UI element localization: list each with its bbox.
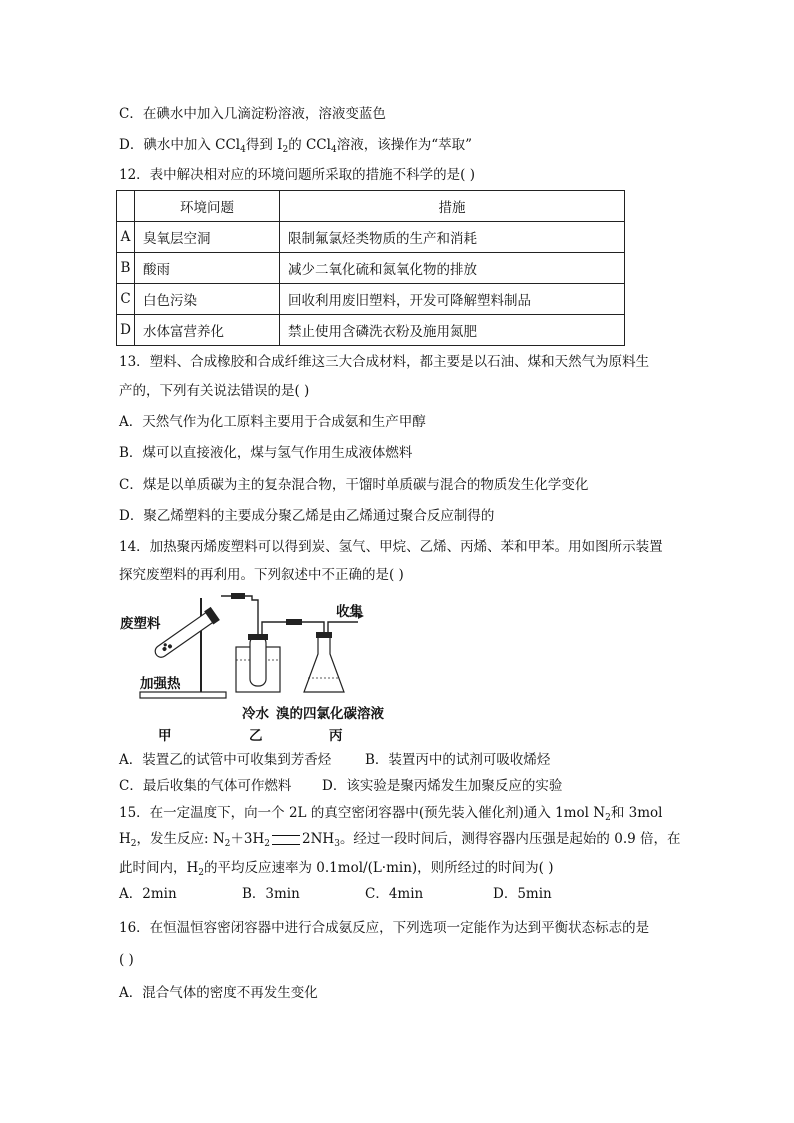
equilibrium-arrow [272, 835, 300, 845]
stand-base [140, 692, 226, 698]
label-waste-plastic: 废塑料 [120, 616, 161, 632]
label-cold-water: 冷水 [242, 706, 269, 722]
row-problem: 臭氧层空洞 [135, 222, 280, 253]
question-14-option-b: B．装置丙中的试剂可吸收烯烃 [365, 752, 551, 768]
question-15-option-c: C．4min [365, 886, 424, 902]
option-d-text-4: 溶液，该操作为“萃取” [336, 137, 473, 153]
table-row [117, 284, 625, 315]
label-bing: 丙 [329, 728, 343, 744]
table-row [117, 222, 625, 253]
heating-tube [152, 607, 220, 661]
subscript: 4 [240, 145, 246, 155]
option-d-text-2: 得到 I [245, 137, 283, 153]
question-14-options-cd [119, 776, 562, 796]
question-13-option-b: B．煤可以直接液化，煤与氢气作用生成液体燃料 [119, 445, 413, 461]
row-key: A [117, 222, 135, 253]
question-13-option-d: D．聚乙烯塑料的主要成分聚乙烯是由乙烯通过聚合反应制得的 [119, 508, 495, 524]
environment-table [116, 190, 625, 346]
question-13-option-a: A．天然气作为化工原料主要用于合成氨和生产甲醇 [119, 414, 426, 430]
q15-text: 和 3mol [610, 805, 663, 821]
option-c-prev: C．在碘水中加入几滴淀粉溶液，溶液变蓝色 [119, 106, 386, 122]
question-14-stem-2: 探究废塑料的再利用。下列叙述中不正确的是( ) [119, 567, 404, 583]
subscript: 2 [264, 839, 271, 849]
flask-bromine [304, 636, 344, 692]
label-yi: 乙 [249, 728, 263, 744]
q15-text: ，发生反应: N [136, 831, 225, 847]
question-15-option-b: B．3min [242, 886, 300, 902]
row-measure: 禁止使用含磷洗衣粉及施用氮肥 [280, 315, 625, 346]
question-15-line-1 [119, 803, 662, 823]
subscript: 4 [330, 145, 337, 155]
row-problem: 酸雨 [135, 253, 280, 284]
question-16-stem-2: ( ) [119, 952, 134, 968]
apparatus-figure [118, 592, 398, 742]
question-16-stem-1: 16．在恒温恒容密闭容器中进行合成氨反应，下列选项一定能作为达到平衡状态标志的是 [119, 920, 650, 936]
question-13-stem-1: 13．塑料、合成橡胶和合成纤维这三大合成材料，都主要是以石油、煤和天然气为原料生 [119, 354, 650, 370]
q15-text: 15．在一定温度下，向一个 2L 的真空密闭容器中(预先装入催化剂)通入 1mol N [119, 805, 606, 821]
subscript: 3 [334, 839, 340, 849]
option-d-text-3: 的 CCl [288, 137, 331, 153]
table-header-key [117, 191, 135, 222]
question-15-options [119, 884, 552, 904]
question-12-stem: 12．表中解决相对应的环境问题所采取的措施不科学的是( ) [119, 167, 476, 183]
question-14-options-ab [119, 750, 550, 770]
q15-text: ＋3H [230, 831, 265, 847]
question-15-line-3 [119, 858, 554, 878]
label-strong-heat: 加强热 [140, 676, 181, 692]
table-header-row [117, 191, 625, 222]
question-13-option-c: C．煤是以单质碳为主的复杂混合物，干馏时单质碳与混合的物质发生化学变化 [119, 477, 589, 493]
option-d-text-1: D．碘水中加入 CCl [119, 137, 241, 153]
question-14-option-a: A．装置乙的试管中可收集到芳香烃 [119, 752, 332, 768]
q15-text: 。经过一段时间后，测得容器内压强是起始的 0.9 倍，在 [339, 831, 681, 847]
row-measure: 减少二氧化硫和氮氧化物的排放 [280, 253, 625, 284]
question-14-option-d: D．该实验是聚丙烯发生加聚反应的实验 [322, 778, 563, 794]
subscript: 2 [198, 868, 205, 878]
label-collect: 收集 [336, 604, 363, 620]
q15-text: H [119, 831, 131, 847]
question-14-option-c: C．最后收集的气体可作燃料 [119, 778, 292, 794]
row-key: D [117, 315, 135, 346]
row-problem: 白色污染 [135, 284, 280, 315]
table-row [117, 253, 625, 284]
row-key: B [117, 253, 135, 284]
row-key: C [117, 284, 135, 315]
question-15-line-2 [119, 829, 681, 849]
label-bromine-solution: 溴的四氯化碳溶液 [276, 706, 384, 722]
question-14-stem-1: 14．加热聚丙烯废塑料可以得到炭、氢气、甲烷、乙烯、丙烯、苯和甲苯。用如图所示装置 [119, 539, 663, 555]
option-d-prev [119, 135, 472, 155]
subscript: 2 [605, 813, 611, 823]
question-15-option-a: A．2min [119, 886, 177, 902]
subscript: 2 [224, 839, 231, 849]
question-16-option-a: A．混合气体的密度不再发生变化 [119, 985, 318, 1001]
row-problem: 水体富营养化 [135, 315, 280, 346]
q15-text: 此时间内，H [119, 860, 199, 876]
row-measure: 限制氟氯烃类物质的生产和消耗 [280, 222, 625, 253]
table-header-measure: 措施 [280, 191, 625, 222]
q15-text: 的平均反应速率为 0.1mol/(L·min)，则所经过的时间为( ) [204, 860, 554, 876]
subscript: 2 [130, 839, 137, 849]
q15-text: 2NH [302, 831, 335, 847]
question-15-option-d: D．5min [493, 886, 552, 902]
table-header-problem: 环境问题 [135, 191, 280, 222]
row-measure: 回收利用废旧塑料，开发可降解塑料制品 [280, 284, 625, 315]
table-row [117, 315, 625, 346]
subscript: 2 [282, 145, 289, 155]
question-13-stem-2: 产的，下列有关说法错误的是( ) [119, 383, 310, 399]
label-jia: 甲 [158, 728, 172, 744]
